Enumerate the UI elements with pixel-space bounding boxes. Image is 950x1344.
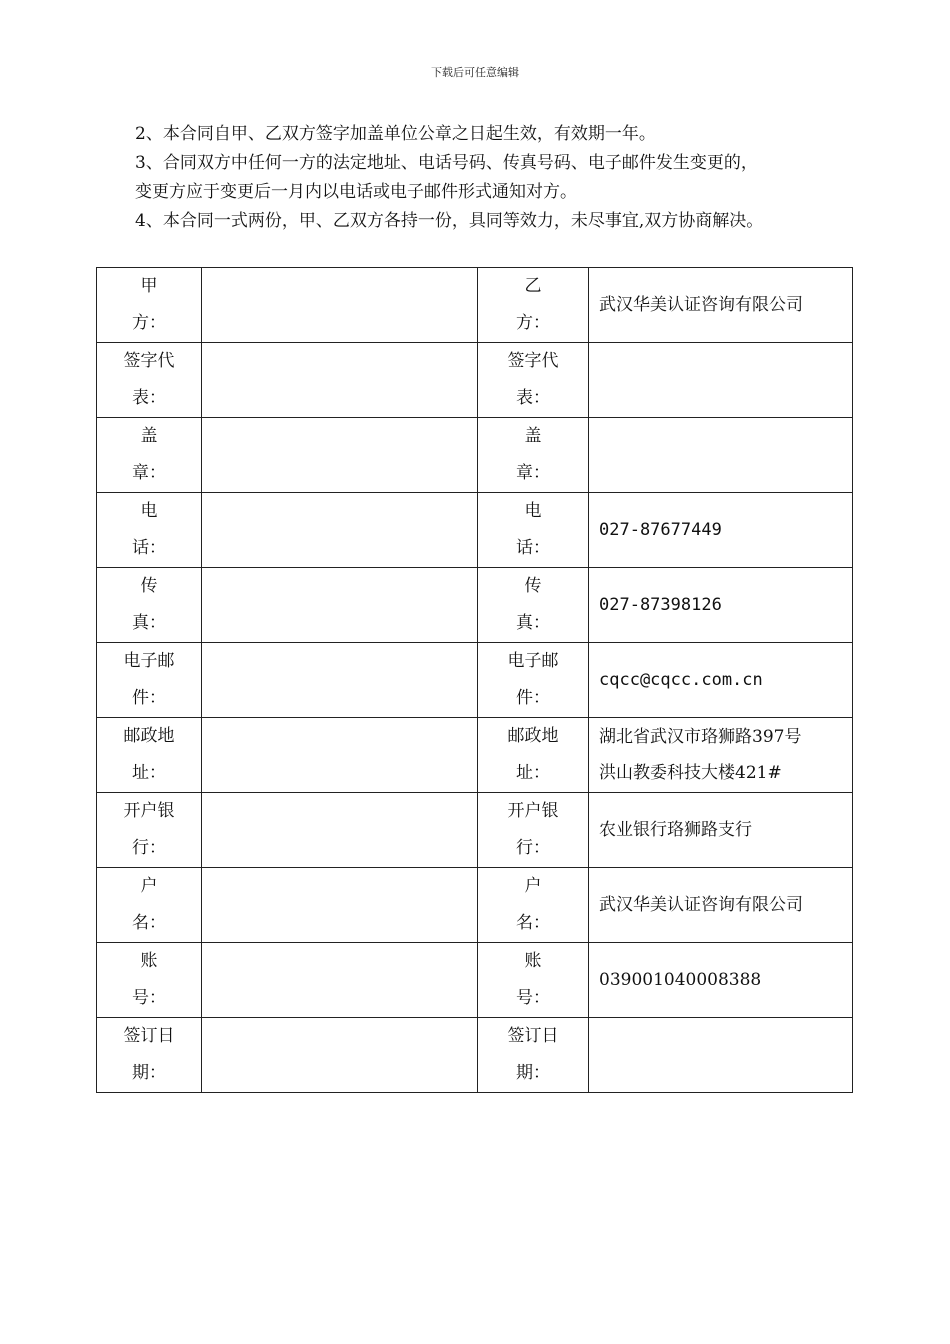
page-header: 下载后可任意编辑	[431, 66, 519, 79]
party-b-value: 武汉华美认证咨询有限公司	[589, 268, 853, 343]
party-b-bank: 农业银行珞狮路支行	[589, 793, 853, 868]
clause-3-cont: 变更方应于变更后一月内以电话或电子邮件形式通知对方。	[135, 182, 577, 202]
table-row	[97, 418, 853, 493]
party-a-label: 电 话：	[97, 493, 202, 568]
party-b-account-number: 039001040008388	[589, 943, 853, 1018]
party-b-account-name: 武汉华美认证咨询有限公司	[589, 868, 853, 943]
clause-3: 3、合同双方中任何一方的法定地址、电话号码、传真号码、电子邮件发生变更的，	[135, 153, 758, 173]
party-a-value	[202, 643, 478, 718]
party-b-label: 传 真：	[478, 568, 589, 643]
party-b-label: 签字代 表：	[478, 343, 589, 418]
party-b-label: 开户银 行：	[478, 793, 589, 868]
party-a-label: 账 号：	[97, 943, 202, 1018]
party-a-label: 盖 章：	[97, 418, 202, 493]
party-a-value	[202, 268, 478, 343]
table-row	[97, 643, 853, 718]
party-a-value	[202, 1018, 478, 1093]
party-b-phone: 027-87677449	[589, 493, 853, 568]
table-row	[97, 493, 853, 568]
party-b-label: 盖 章：	[478, 418, 589, 493]
party-b-label: 邮政地 址：	[478, 718, 589, 793]
party-b-label: 签订日 期：	[478, 1018, 589, 1093]
party-a-label: 电子邮 件：	[97, 643, 202, 718]
party-a-value	[202, 493, 478, 568]
party-b-email: cqcc@cqcc.com.cn	[589, 643, 853, 718]
party-a-label: 户 名：	[97, 868, 202, 943]
table-row	[97, 793, 853, 868]
party-a-label: 甲 方：	[97, 268, 202, 343]
address-line-2: 洪山教委科技大楼421#	[599, 763, 782, 783]
party-b-label: 户 名：	[478, 868, 589, 943]
clause-4: 4、本合同一式两份，甲、乙双方各持一份，具同等效力，未尽事宜,双方协商解决。	[135, 211, 764, 231]
party-a-label: 开户银 行：	[97, 793, 202, 868]
contract-parties-table	[96, 267, 853, 1093]
party-a-value	[202, 868, 478, 943]
party-a-value	[202, 343, 478, 418]
party-a-label: 签字代 表：	[97, 343, 202, 418]
table-row	[97, 568, 853, 643]
party-b-address	[589, 718, 853, 793]
party-a-value	[202, 568, 478, 643]
clause-2: 2、本合同自甲、乙双方签字加盖单位公章之日起生效，有效期一年。	[135, 124, 656, 144]
party-a-value	[202, 793, 478, 868]
table-row	[97, 943, 853, 1018]
party-a-label: 邮政地 址：	[97, 718, 202, 793]
party-a-value	[202, 943, 478, 1018]
address-line-1: 湖北省武汉市珞狮路397号	[599, 727, 802, 747]
party-b-value	[589, 1018, 853, 1093]
table-row	[97, 1018, 853, 1093]
table-row	[97, 868, 853, 943]
party-b-label: 账 号：	[478, 943, 589, 1018]
party-b-value	[589, 343, 853, 418]
table-row	[97, 718, 853, 793]
party-b-fax: 027-87398126	[589, 568, 853, 643]
table-row	[97, 268, 853, 343]
party-a-label: 签订日 期：	[97, 1018, 202, 1093]
party-a-value	[202, 418, 478, 493]
party-b-label: 电 话：	[478, 493, 589, 568]
party-a-value	[202, 718, 478, 793]
table-row	[97, 343, 853, 418]
party-b-label: 电子邮 件：	[478, 643, 589, 718]
party-a-label: 传 真：	[97, 568, 202, 643]
party-b-value	[589, 418, 853, 493]
party-b-label: 乙 方：	[478, 268, 589, 343]
